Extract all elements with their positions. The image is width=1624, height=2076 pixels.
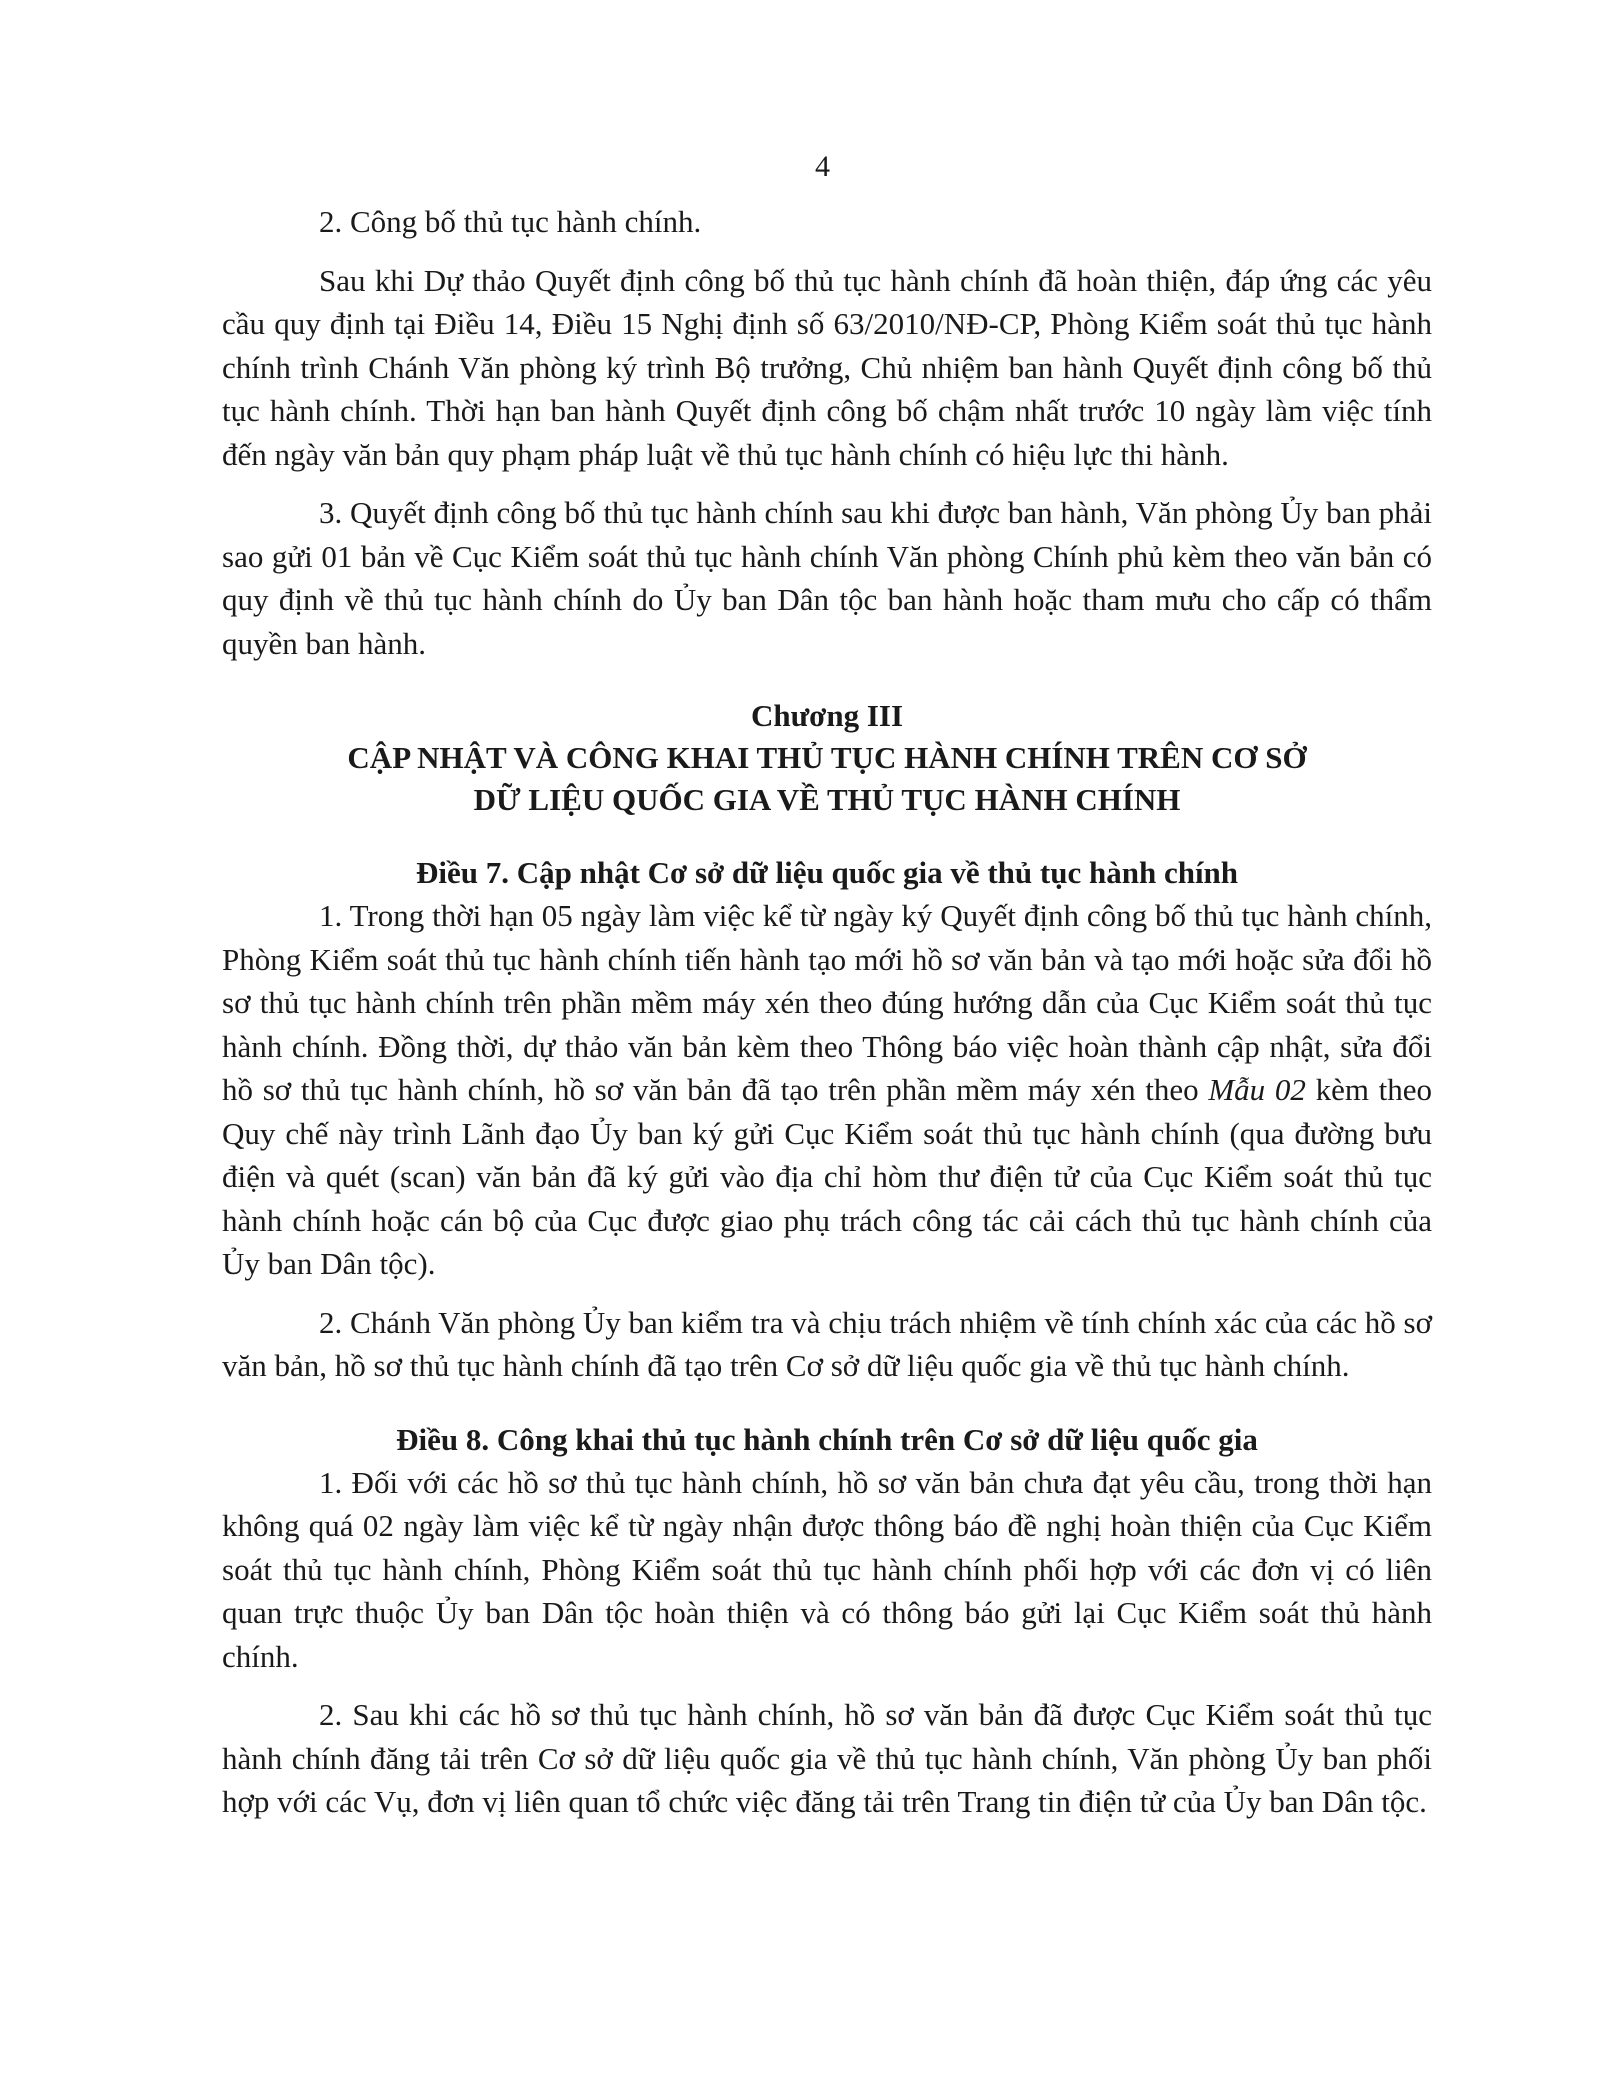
chapter-title-line-2: DỮ LIỆU QUỐC GIA VỀ THỦ TỤC HÀNH CHÍNH [473, 782, 1181, 817]
form-reference: Mẫu 02 [1208, 1072, 1306, 1107]
article-7-p1-text-b: kèm theo Quy chế này trình Lãnh đạo Ủy ban ký gửi Cục Kiểm soát thủ tục hành chính (qua đường bưu điện và quét (scan) văn bản đã ký gửi vào địa chỉ hòm thư điện tử của Cục Kiểm soát thủ tục hành chính hoặc cán bộ của Cục được giao phụ trách công tác cải cách thủ tục hành chính của Ủy ban Dân tộc). [222, 1072, 1433, 1281]
article-8-paragraph-1: 1. Đối với các hồ sơ thủ tục hành chính, hồ sơ văn bản chưa đạt yêu cầu, trong thời hạn không quá 02 ngày làm việc kể từ ngày nhận được thông báo đề nghị hoàn thiện của Cục Kiểm soát thủ tục hành chính, Phòng Kiểm soát thủ tục hành chính phối hợp với các đơn vị có liên quan trực thuộc Ủy ban Dân tộc hoàn thiện và có thông báo gửi lại Cục Kiểm soát thủ hành chính. [222, 1464, 1432, 1674]
article-7-paragraph-2: 2. Chánh Văn phòng Ủy ban kiểm tra và chịu trách nhiệm về tính chính xác của các hồ sơ văn bản, hồ sơ thủ tục hành chính đã tạo trên Cơ sở dữ liệu quốc gia về thủ tục hành chính. [222, 1304, 1432, 1383]
article-7-p1-text-a: 1. Trong thời hạn 05 ngày làm việc kể từ ngày ký Quyết định công bố thủ tục hành chính, Phòng Kiểm soát thủ tục hành chính tiến hành tạo mới hồ sơ văn bản và tạo mới hoặc sửa đổi hồ sơ thủ tục hành chính trên phần mềm máy xén theo đúng hướng dẫn của Cục Kiểm soát thủ tục hành chính. Đồng thời, dự thảo văn bản kèm theo Thông báo việc hoàn thành cập nhật, sửa đổi hồ sơ thủ tục hành chính, hồ sơ văn bản đã tạo trên phần mềm máy xén theo [222, 898, 1432, 1107]
article-7-paragraph-1 [222, 894, 1432, 1286]
page-number: 4 [815, 150, 830, 183]
article-8-paragraph-2: 2. Sau khi các hồ sơ thủ tục hành chính, hồ sơ văn bản đã được Cục Kiểm soát thủ tục hành chính đăng tải trên Cơ sở dữ liệu quốc gia về thủ tục hành chính, Văn phòng Ủy ban phối hợp với các Vụ, đơn vị liên quan tổ chức việc đăng tải trên Trang tin điện tử của Ủy ban Dân tộc. [222, 1697, 1432, 1819]
article-8-title: Điều 8. Công khai thủ tục hành chính trên Cơ sở dữ liệu quốc gia [396, 1421, 1258, 1457]
section-3-paragraph: 3. Quyết định công bố thủ tục hành chính sau khi được ban hành, Văn phòng Ủy ban phải sao gửi 01 bản về Cục Kiểm soát thủ tục hành chính Văn phòng Chính phủ kèm theo văn bản có quy định về thủ tục hành chính do Ủy ban Dân tộc ban hành hoặc tham mưu cho cấp có thẩm quyền ban hành. [222, 495, 1432, 661]
article-7-title: Điều 7. Cập nhật Cơ sở dữ liệu quốc gia về thủ tục hành chính [415, 855, 1239, 890]
chapter-title-line-1: CẬP NHẬT VÀ CÔNG KHAI THỦ TỤC HÀNH CHÍNH TRÊN CƠ SỞ [347, 740, 1307, 775]
section-2-heading: 2. Công bố thủ tục hành chính. [319, 204, 702, 239]
document-body [222, 200, 1432, 1824]
chapter-label: Chương III [750, 698, 904, 733]
section-2-paragraph: Sau khi Dự thảo Quyết định công bố thủ tục hành chính đã hoàn thiện, đáp ứng các yêu cầu quy định tại Điều 14, Điều 15 Nghị định số 63/2010/NĐ-CP, Phòng Kiểm soát thủ tục hành chính trình Chánh Văn phòng ký trình Bộ trưởng, Chủ nhiệm ban hành Quyết định công bố thủ tục hành chính. Thời hạn ban hành Quyết định công bố chậm nhất trước 10 ngày làm việc tính đến ngày văn bản quy phạm pháp luật về thủ tục hành chính có hiệu lực thi hành. [222, 262, 1432, 472]
